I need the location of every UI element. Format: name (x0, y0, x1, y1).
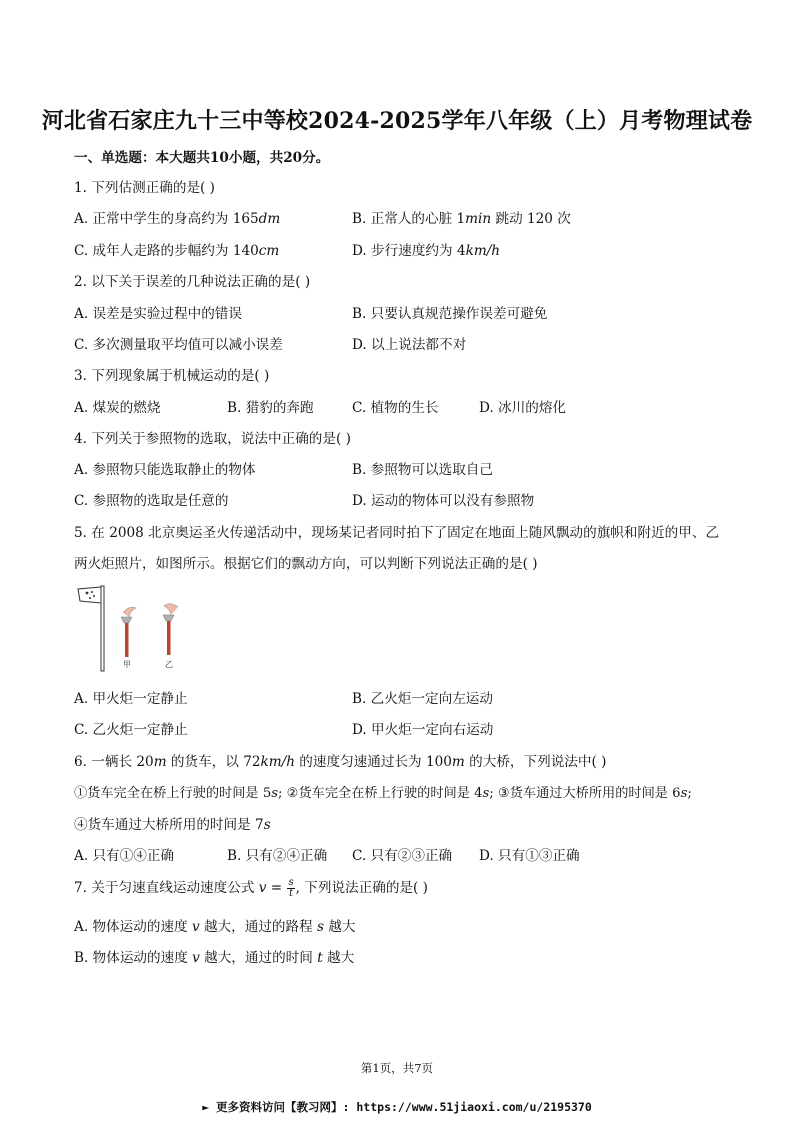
q3-option-c: C. 植物的生长 (352, 400, 439, 416)
q6-option-a: A. 只有①④正确 (74, 848, 175, 864)
q1-option-b: B. 正常人的心脏 1min 跳动 120 次 (352, 211, 571, 227)
q2-option-a: A. 误差是实验过程中的错误 (74, 306, 242, 322)
torch-jia-handle (125, 623, 129, 657)
q6-option-b: B. 只有②④正确 (227, 848, 328, 864)
question-1-stem: 1. 下列估测正确的是( ) (74, 180, 215, 196)
flag-icon (78, 587, 101, 603)
page-number: 第1页，共7页 (360, 1061, 434, 1075)
flag-and-torches-figure (74, 583, 194, 673)
q5-option-c: C. 乙火炬一定静止 (74, 722, 188, 738)
q4-option-d: D. 运动的物体可以没有参照物 (352, 493, 535, 509)
q1-option-d: D. 步行速度约为 4km/h (352, 243, 501, 259)
q2-option-c: C. 多次测量取平均值可以减小误差 (74, 337, 283, 353)
question-3-stem: 3. 下列现象属于机械运动的是( ) (74, 368, 270, 384)
flag-star (91, 591, 93, 593)
q5-option-b: B. 乙火炬一定向左运动 (352, 691, 493, 707)
label-yi: 乙 (165, 660, 173, 669)
torch-jia-icon (121, 607, 136, 657)
flag-star (93, 595, 95, 597)
q4-option-c: C. 参照物的选取是任意的 (74, 493, 229, 509)
question-7-stem: 7. 关于匀速直线运动速度公式 v = $\frac{s}{t}$ , 下列说法正确的是( ) (74, 877, 428, 899)
section-heading: 一、单选题：本大题共10小题，共20分。 (74, 150, 330, 166)
q1-option-c: C. 成年人走路的步幅约为 140cm (74, 243, 280, 259)
page-title: 河北省石家庄九十三中等校2024-2025学年八年级（上）月考物理试卷 (41, 108, 753, 134)
torch-yi-icon (163, 604, 178, 655)
resource-link-banner[interactable]: ► 更多资料访问【教习网】: https://www.51jiaoxi.com/u/2195370 (202, 1100, 592, 1114)
question-2-stem: 2. 以下关于误差的几种说法正确的是( ) (74, 274, 311, 290)
q5-option-a: A. 甲火炬一定静止 (74, 691, 188, 707)
q3-option-a: A. 煤炭的燃烧 (74, 400, 161, 416)
q1-option-a: A. 正常中学生的身高约为 165dm (74, 211, 281, 227)
question-6-statements-line1: ①货车完全在桥上行驶的时间是 5s; ②货车完全在桥上行驶的时间是 4s; ③货车通过大桥所用的时间是 6s; (74, 786, 692, 801)
q4-option-a: A. 参照物只能选取静止的物体 (74, 462, 256, 478)
q5-option-d: D. 甲火炬一定向右运动 (352, 722, 494, 738)
figure-svg (74, 583, 194, 673)
label-jia: 甲 (123, 660, 131, 669)
q2-option-d: D. 以上说法都不对 (352, 337, 467, 353)
q4-option-b: B. 参照物可以选取自己 (352, 462, 493, 478)
flag-star (86, 592, 89, 595)
question-6-stem: 6. 一辆长 20m 的货车，以 72km/h 的速度匀速通过长为 100m 的大桥，下列说法中( ) (74, 754, 607, 770)
q3-option-d: D. 冰川的熔化 (479, 400, 567, 416)
q3-option-b: B. 猎豹的奔跑 (227, 400, 314, 416)
q6-option-d: D. 只有①③正确 (479, 848, 580, 864)
q2-option-b: B. 只要认真规范操作误差可避免 (352, 306, 548, 322)
flag-star (89, 597, 91, 599)
q7-option-b: B. 物体运动的速度 v 越大，通过的时间 t 越大 (74, 950, 355, 966)
question-6-statements-line2: ④货车通过大桥所用的时间是 7s (74, 817, 271, 833)
speed-formula-fraction: $\frac{s}{t}$ (288, 877, 294, 899)
q7-option-a: A. 物体运动的速度 v 越大，通过的路程 s 越大 (74, 919, 356, 935)
question-4-stem: 4. 下列关于参照物的选取，说法中正确的是( ) (74, 431, 351, 447)
question-5-stem-line2: 两火炬照片，如图所示。根据它们的飘动方向，可以判断下列说法正确的是( ) (74, 556, 538, 572)
torch-yi-handle (167, 621, 171, 655)
question-5-stem-line1: 5. 在 2008 北京奥运圣火传递活动中，现场某记者同时拍下了固定在地面上随风飘动的旗帜和附近的甲、乙 (74, 525, 720, 541)
q6-option-c: C. 只有②③正确 (352, 848, 453, 864)
